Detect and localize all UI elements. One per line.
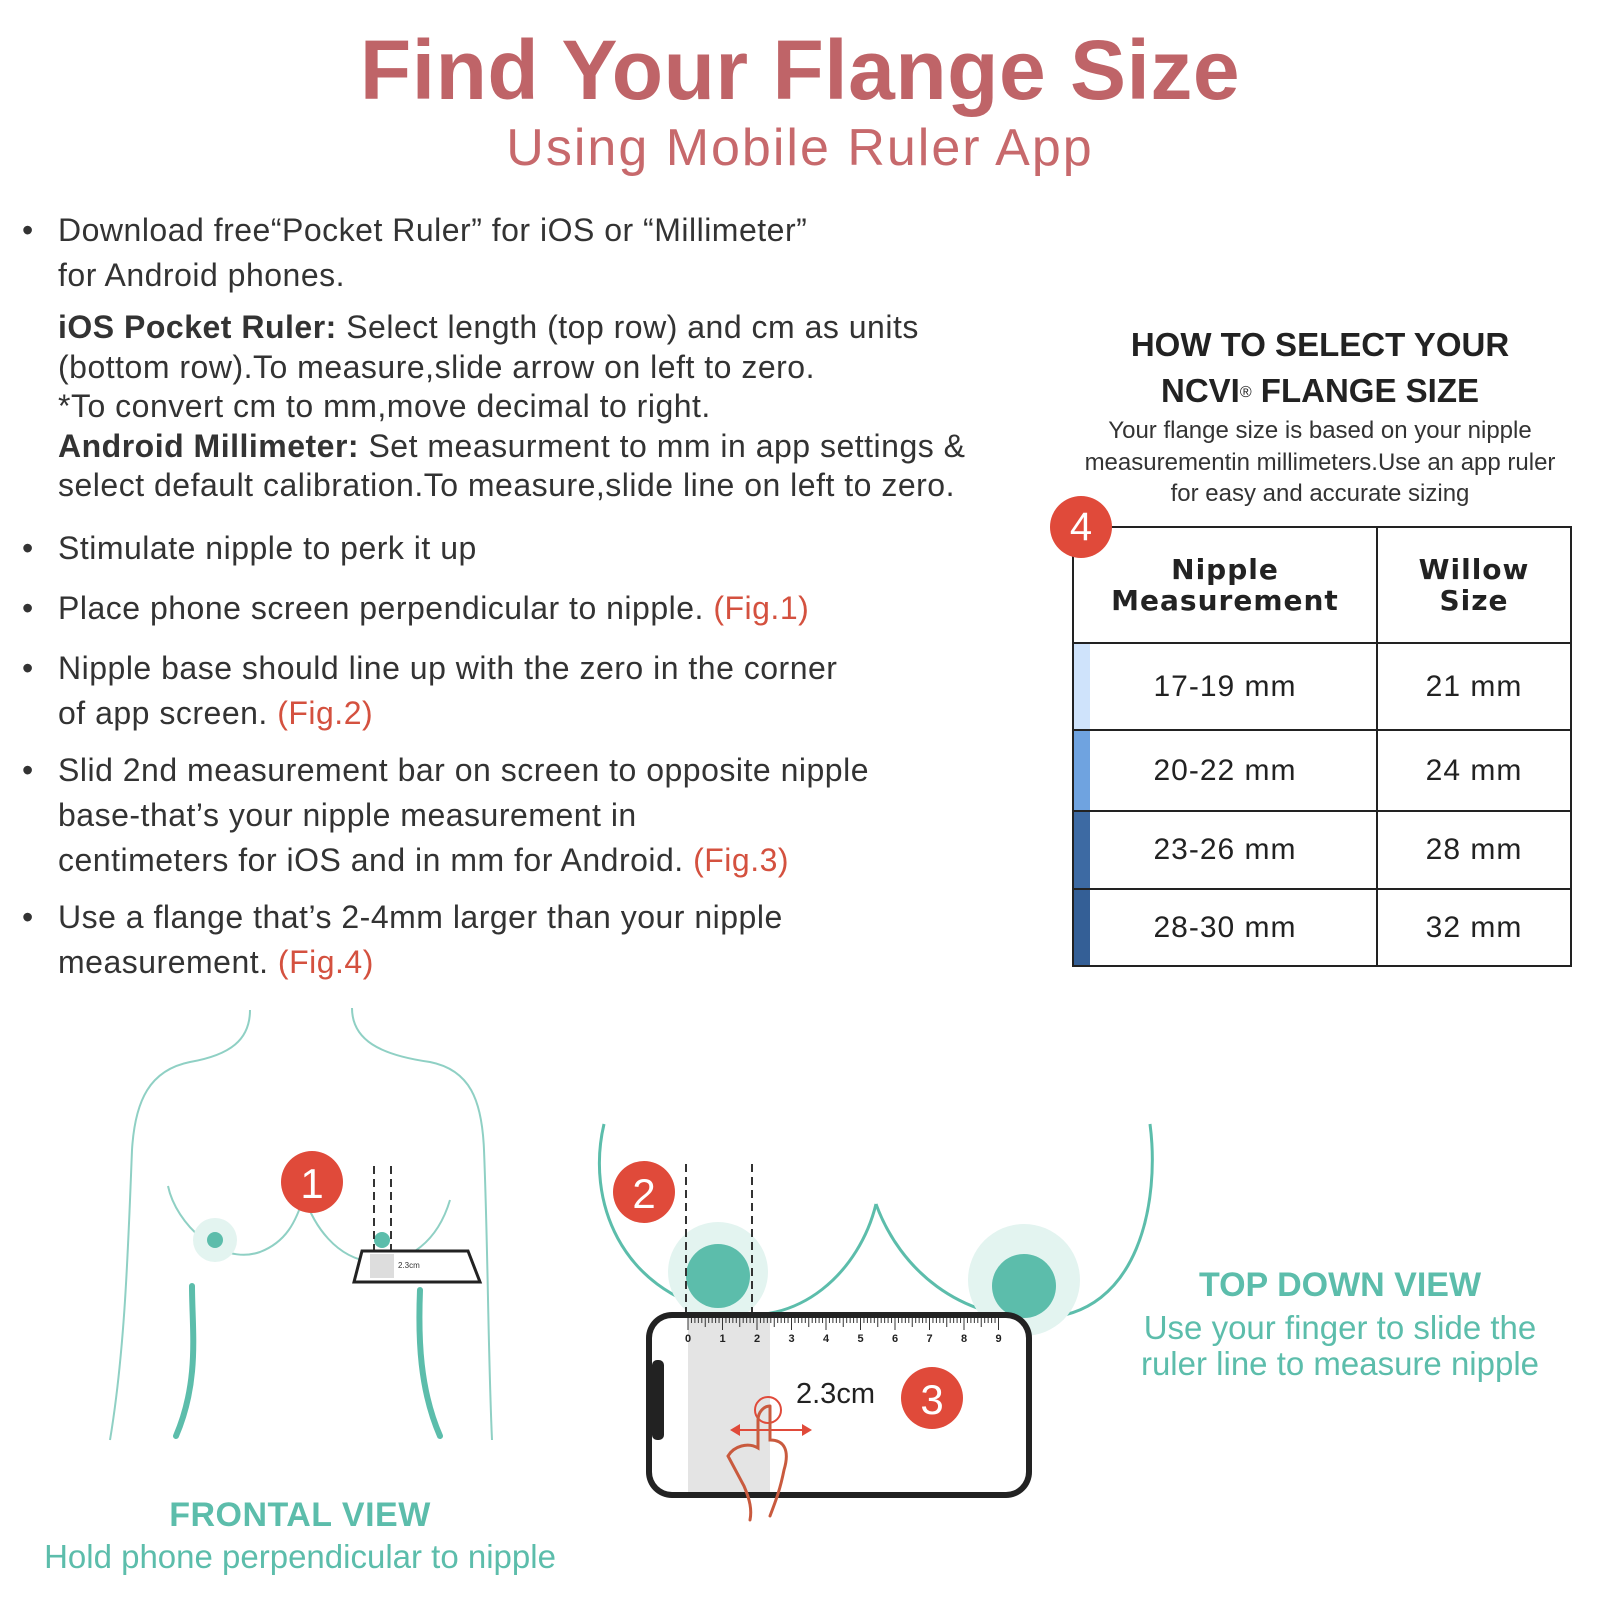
ios-text1: Select length (top row) and cm as units (336, 309, 919, 345)
left-nipple (207, 1232, 223, 1248)
size-cell: 21 mm (1377, 643, 1571, 730)
howto-title-rest: FLANGE SIZE (1251, 371, 1479, 409)
howto-title-line1: HOW TO SELECT YOUR (1130, 326, 1510, 363)
left-waist-contour (176, 1286, 193, 1436)
fig4-ref: (Fig.4) (277, 943, 374, 980)
howto-brand: NCVI (1161, 371, 1240, 409)
phone-notch (652, 1360, 664, 1440)
header-nipple-measurement: Nipple Measurement (1073, 527, 1377, 643)
bullet: • (22, 752, 34, 788)
ruler-label: 3 (788, 1333, 795, 1345)
bullet: • (22, 530, 34, 566)
fig1-ref: (Fig.1) (713, 590, 810, 626)
bullet: • (22, 590, 34, 626)
step-place-text: Place phone screen perpendicular to nipple. (58, 590, 714, 626)
frontal-view-desc: Hold phone perpendicular to nipple (44, 1538, 556, 1575)
step-stimulate-text: Stimulate nipple to perk it up (58, 530, 477, 566)
right-waist-contour (419, 1290, 440, 1436)
fig3-ref: (Fig.3) (693, 841, 790, 878)
top-view-desc-line1: Use your finger to slide the (1143, 1309, 1537, 1346)
step-slid-line1: Slid 2nd measurement bar on screen to opposite nipple (58, 752, 869, 788)
android-text1: Set measurment to mm in app settings & (359, 427, 966, 464)
ruler-label: 1 (719, 1333, 726, 1345)
ruler-label: 6 (891, 1333, 899, 1345)
badge-3-label: 3 (920, 1376, 944, 1423)
header-willow-size: Willow Size (1377, 527, 1571, 643)
badge-4: 4 (1050, 496, 1112, 558)
measurement-cell: 17-19 mm (1073, 643, 1377, 730)
ruler-label: 5 (857, 1333, 864, 1345)
step-use-line1: Use a flange that’s 2-4mm larger than your nipple (58, 899, 783, 935)
howto-desc-line3: for easy and accurate sizing (1170, 480, 1470, 508)
ruler-label: 7 (926, 1333, 933, 1345)
step-slid-line2: base-that’s your nipple measurement in (58, 796, 637, 833)
step-base-line1: Nipple base should line up with the zero in the corner (58, 650, 838, 686)
measurement-cell: 23-26 mm (1073, 811, 1377, 889)
frontal-torso-figure (110, 1008, 492, 1440)
measurement-cell: 28-30 mm (1073, 889, 1377, 966)
howto-desc-line2: measurementin millimeters.Use an app ruler (1084, 448, 1556, 476)
ruler-label: 0 (684, 1333, 692, 1345)
frontal-phone-reading: 2.3cm (398, 1261, 420, 1270)
ruler-label: 8 (960, 1333, 968, 1345)
size-cell: 28 mm (1377, 811, 1571, 889)
ruler-label: 9 (995, 1333, 1002, 1345)
bullet: • (22, 899, 34, 935)
phone-reading: 2.3cm (796, 1378, 875, 1410)
top-left-nipple (686, 1244, 750, 1308)
frontal-phone-shade (370, 1254, 394, 1278)
top-view-desc (1110, 1310, 1570, 1381)
top-view-title: TOP DOWN VIEW (1198, 1266, 1482, 1304)
bullet: • (22, 650, 34, 686)
android-label: Android Millimeter: (58, 427, 360, 464)
measurement-cell: 20-22 mm (1073, 730, 1377, 811)
ios-text3: *To convert cm to mm,move decimal to right. (58, 388, 711, 424)
bullet: • (22, 212, 34, 248)
badge-1-label: 1 (300, 1160, 324, 1207)
frontal-view-title: FRONTAL VIEW (169, 1496, 431, 1534)
step-download-line2: for Android phones. (58, 256, 346, 293)
size-cell: 32 mm (1377, 889, 1571, 966)
step-download-line1: Download free“Pocket Ruler” for iOS or “Millimeter” (58, 212, 808, 248)
howto-desc-line1: Your flange size is based on your nipple (1108, 417, 1532, 445)
badge-2-label: 2 (632, 1170, 656, 1217)
page-title: Find Your Flange Size (359, 23, 1241, 117)
size-cell: 24 mm (1377, 730, 1571, 811)
page-subtitle: Using Mobile Ruler App (506, 119, 1094, 177)
android-text2: select default calibration.To measure,slide line on left to zero. (58, 467, 955, 503)
ios-label: iOS Pocket Ruler: (58, 309, 337, 345)
ruler-label: 2 (753, 1333, 761, 1345)
step-slid-line3: centimeters for iOS and in mm for Android. (58, 841, 694, 878)
ios-text2: (bottom row).To measure,slide arrow on left to zero. (58, 348, 815, 385)
step-base-line2: of app screen. (58, 694, 278, 731)
step-use-line2: measurement. (58, 943, 278, 980)
ruler-label: 4 (822, 1333, 830, 1345)
registered-mark: ® (1239, 383, 1252, 401)
fig2-ref: (Fig.2) (277, 694, 374, 731)
top-view-desc-line2: ruler line to measure nipple (1140, 1344, 1540, 1382)
right-nipple (374, 1232, 390, 1248)
top-right-nipple (992, 1254, 1056, 1318)
